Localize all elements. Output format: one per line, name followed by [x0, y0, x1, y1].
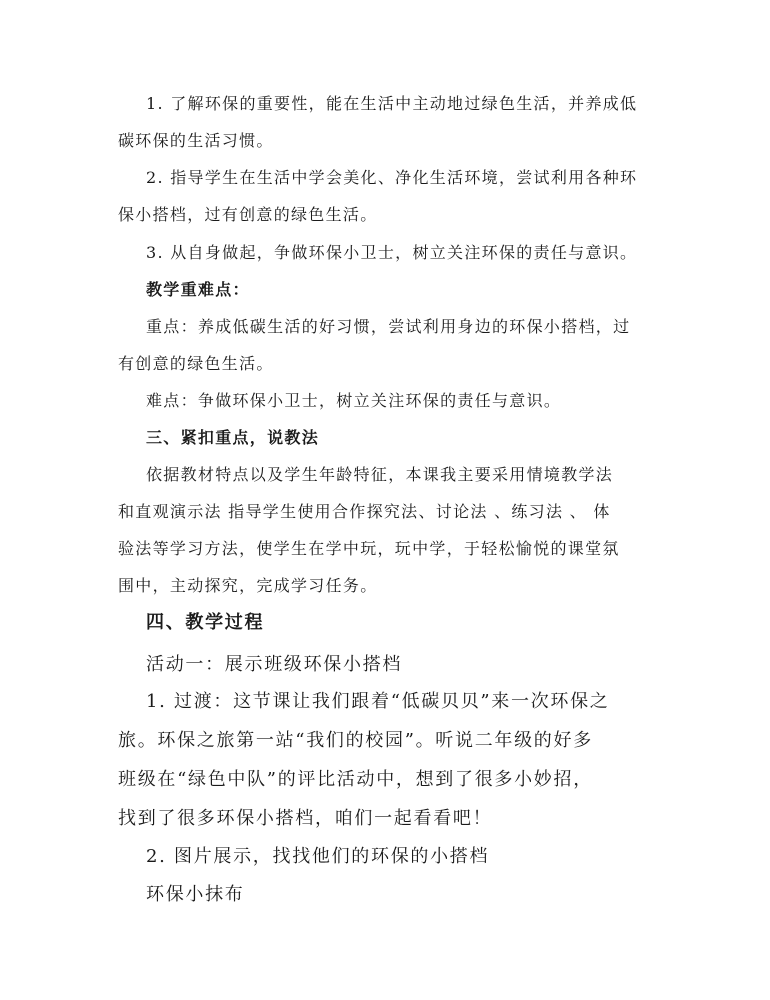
item-label: 环保小抹布 — [146, 884, 245, 905]
section-3-line-4: 围中，主动探究，完成学习任务。 — [118, 576, 378, 595]
objective-2-line-2: 保小搭档，过有创意的绿色生活。 — [118, 205, 378, 224]
objective-1-line-2: 碳环保的生活习惯。 — [118, 131, 274, 150]
objective-3: 3. 从自身做起，争做环保小卫士，树立关注环保的责任与意识。 — [146, 243, 638, 262]
section-3-line-3: 验法等学习方法，使学生在学中玩，玩中学，于轻松愉悦的课堂氛 — [118, 539, 620, 558]
step-2: 2. 图片展示，找找他们的环保的小搭档 — [146, 846, 490, 867]
objective-1-line-1: 1. 了解环保的重要性，能在生活中主动地过绿色生活，并养成低 — [146, 94, 638, 113]
activity-1-title: 活动一：展示班级环保小搭档 — [146, 654, 403, 675]
section-4-heading: 四、教学过程 — [146, 612, 265, 633]
step-1-line-2: 旅。环保之旅第一站“我们的校园”。听说二年级的好多 — [118, 730, 593, 751]
key-points-heading: 教学重难点： — [146, 280, 250, 299]
section-3-line-1: 依据教材特点以及学生年龄特征，本课我主要采用情境教学法 — [146, 465, 614, 484]
focus-line-1: 重点：养成低碳生活的好习惯，尝试利用身边的环保小搭档，过 — [146, 317, 631, 336]
step-1-line-1: 1. 过渡：这节课让我们跟着“低碳贝贝”来一次环保之 — [146, 691, 610, 712]
section-3-line-2: 和直观演示法 指导学生使用合作探究法、讨论法 、练习法 、 体 — [118, 502, 611, 521]
section-3-heading: 三、紧扣重点，说教法 — [146, 428, 320, 447]
step-1-line-4: 找到了很多环保小搭档，咱们一起看看吧！ — [118, 808, 493, 829]
objective-2-line-1: 2. 指导学生在生活中学会美化、净化生活环境，尝试利用各种环 — [146, 168, 638, 187]
step-1-line-3: 班级在“绿色中队”的评比活动中，想到了很多小妙招， — [118, 769, 593, 790]
focus-line-2: 有创意的绿色生活。 — [118, 354, 274, 373]
difficulty: 难点：争做环保小卫士，树立关注环保的责任与意识。 — [146, 391, 562, 410]
